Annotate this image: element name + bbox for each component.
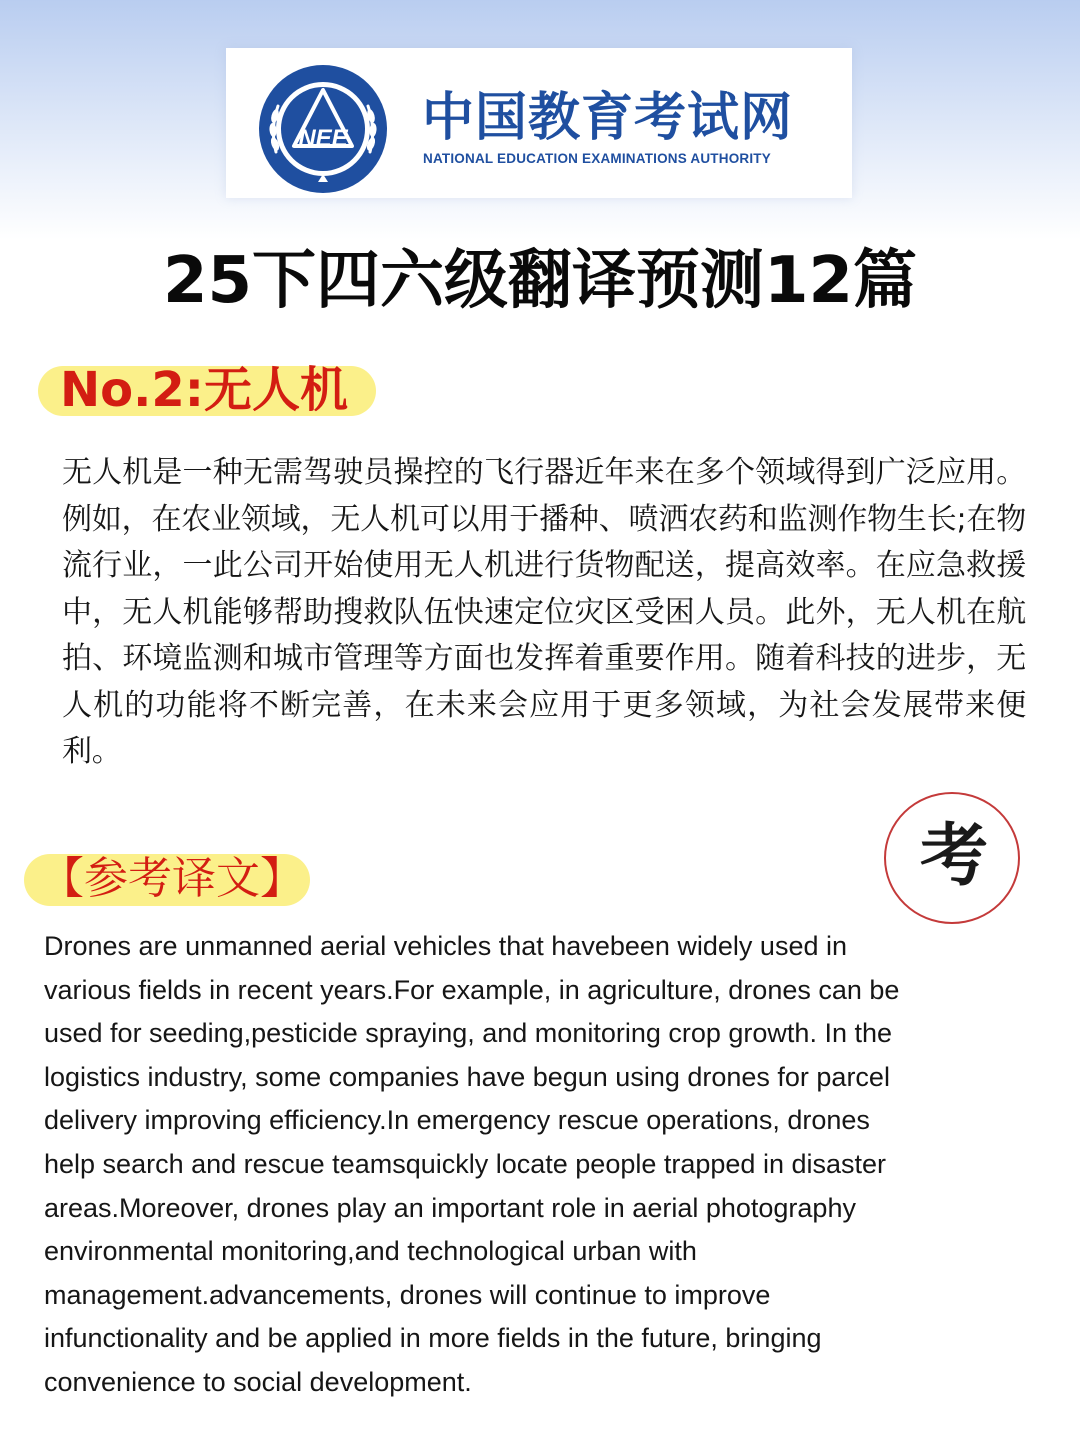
translation-line: management.advancements, drones will continue to improve	[44, 1279, 771, 1310]
translation-line: various fields in recent years.For example, in agriculture, drones can be	[44, 974, 900, 1005]
translation-line: Drones are unmanned aerial vehicles that havebeen widely used in	[44, 931, 847, 961]
translation-line: logistics industry, some companies have begun using drones for parcel	[44, 1061, 890, 1092]
chinese-source-paragraph: 无人机是一种无需驾驶员操控的飞行器近年来在多个领域得到广泛应用。例如，在农业领域，无人机可以用于播种、喷洒农药和监测作物生长;在物流行业，一此公司开始使用无人机进行货物配送，提高效率。在应急救援中，无人机能够帮助搜救队伍快速定位灾区受困人员。此外，无人机在航拍、环境监测和城市管理等方面也发挥着重要作用。随着科技的进步，无人机的功能将不断完善，在未来会应用于更多领域，为社会发展带来便利。	[62, 455, 1026, 769]
translation-line: infunctionality and be applied in more fields in the future, bringing	[44, 1323, 822, 1354]
translation-line: used for seeding,pesticide spraying, and monitoring crop growth. In the	[44, 1018, 892, 1049]
translation-line: areas.Moreover, drones play an important role in aerial photography	[44, 1192, 856, 1223]
english-translation-paragraph	[44, 925, 1044, 1405]
section-2-heading: 【参考译文】	[40, 853, 304, 904]
emblem-letters: NEE	[298, 125, 348, 152]
translation-line: delivery improving efficiency.In emergency rescue operations, drones	[44, 1105, 870, 1136]
translation-line: environmental monitoring,and technological urban with	[44, 1236, 697, 1267]
translation-line: convenience to social development.	[44, 1366, 472, 1397]
logo-english-name: NATIONAL EDUCATION EXAMINATIONS AUTHORITY	[423, 151, 771, 166]
logo-chinese-name: 中国教育考试网	[422, 88, 794, 148]
seal-character: 考	[919, 816, 988, 896]
kao-seal-stamp	[884, 792, 1020, 924]
neea-emblem-icon	[256, 64, 390, 194]
translation-line: help search and rescue teamsquickly locate people trapped in disaster	[44, 1148, 886, 1179]
section-1-heading: No.2:无人机	[60, 362, 348, 418]
page-title: 25下四六级翻译预测12篇	[162, 244, 918, 318]
